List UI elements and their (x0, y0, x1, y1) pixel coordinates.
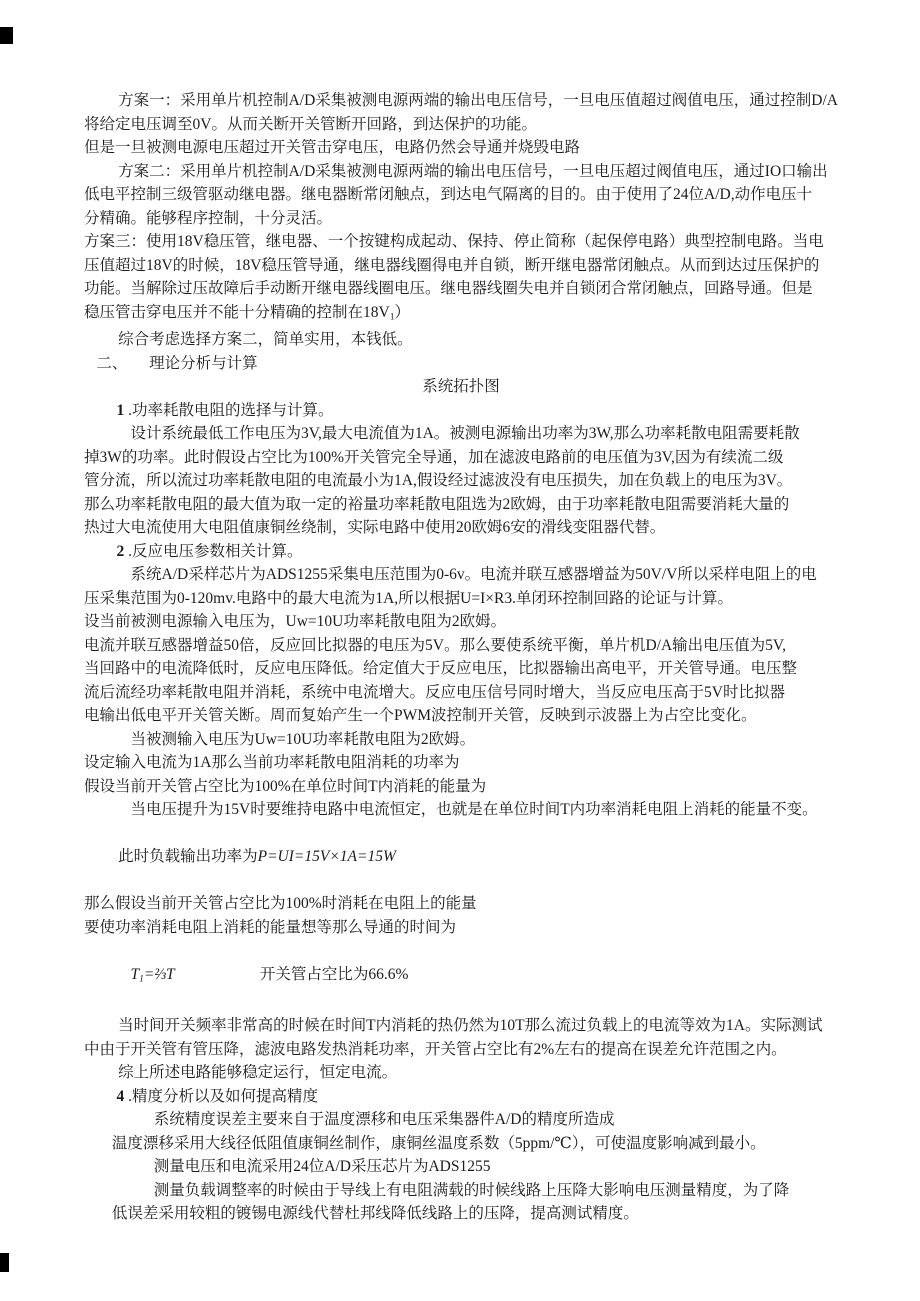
scan-corner-mark-bottom-left (0, 1253, 9, 1272)
text-line (84, 89, 838, 113)
text-line (84, 563, 838, 587)
text-run: .精度分析以及如何提高精度 (124, 1087, 319, 1105)
text-run: 测量电压和电流采用24位A/D采压芯片为ADS1255 (153, 1158, 491, 1176)
text-run: 热过大电流使用大电阻值康铜丝绕制，实际电路中使用20欧姆6安的滑线变阻器代替。 (84, 519, 666, 537)
text-run: 流后流经功率耗散电阻并消耗，系统中电流增大。反应电压信号同时增大，当反应电压高于5V时比拟器 (84, 683, 785, 701)
text-line (84, 277, 838, 301)
text-line (84, 446, 838, 470)
text-line (84, 728, 838, 752)
text-line (84, 775, 838, 799)
text-line (84, 254, 838, 278)
text-line (84, 399, 838, 423)
text-run: 压值超过18V的时候，18V稳压管导通，继电器线圈得电并自锁，断开继电器常闭触点。从而到达过压保护的 (84, 256, 820, 274)
text-run: 综合考虑选择方案二，简单实用，本钱低。 (118, 331, 413, 349)
text-line (84, 375, 838, 399)
text-line (84, 634, 838, 658)
text-run: 低电平控制三级管驱动继电器。继电器断常闭触点，到达电气隔离的目的。由于使用了24位A/D,动作电压十 (84, 186, 813, 203)
text-run: T (130, 965, 140, 983)
text-run: 1 (389, 310, 395, 322)
text-run: 系统拓扑图 (422, 378, 500, 396)
text-line (84, 1132, 838, 1156)
text-run: 但是一旦被测电源电压超过开关管击穿电压，电路仍然会导通并烧毁电路 (84, 139, 581, 156)
text-run: .反应电压参数相关计算。 (124, 542, 303, 560)
text-run: 温度漂移采用大线径低阻值康铜丝制作，康铜丝温度系数（5ppm/℃），可使温度影响减到最小。 (111, 1134, 766, 1152)
text-run: 1 (139, 973, 144, 985)
scan-corner-mark-top-left (0, 27, 13, 44)
text-run: 方案三：使用18V稳压管，继电器、一个按键构成起动、保持、停止简称（起保停电路）典型控制电路。当电 (84, 233, 824, 250)
text-run: 分精确。能够程序控制，十分灵活。 (84, 209, 333, 227)
text-line (84, 892, 838, 916)
text-line (84, 1085, 838, 1109)
document-lines (84, 89, 838, 1226)
text-line (84, 1108, 838, 1132)
text-run: 此时负载输出功率为 (118, 848, 258, 866)
text-line (84, 493, 838, 517)
text-run: 电流并联互感器增益50倍，反应回比拟器的电压为5V。那么要使系统平衡，单片机D/A输出电压值为5V, (84, 636, 786, 654)
text-line (84, 207, 838, 231)
text-run: =⅔T (143, 965, 175, 983)
text-run: 二、 (96, 354, 128, 372)
text-line (84, 587, 838, 611)
text-run: 那么假设当前开关管占空比为100%时消耗在电阻上的能量 (84, 895, 477, 913)
text-line (84, 301, 838, 329)
text-line (84, 540, 838, 564)
text-line (84, 352, 838, 376)
text-line (84, 328, 838, 352)
text-run: 压采集范围为0-120mv.电路中的最大电流为1A,所以根据U=I×R3.单闭环控制回路的论证与计算。 (84, 589, 733, 607)
text-run: 开关管占空比为66.6% (259, 965, 409, 983)
text-run: 方案一：采用单片机控制A/D采集被测电源两端的输出电压信号，一旦电压值超过阀值电压，通过控制D/A (118, 92, 838, 109)
text-run: 电输出低电平开关管关断。周而复始产生一个PWM波控制开关管，反映到示波器上为占空比变化。 (84, 707, 757, 725)
text-run: 4 (116, 1087, 125, 1105)
text-line (84, 681, 838, 705)
text-line (84, 183, 838, 207)
text-line (84, 751, 838, 775)
text-line (84, 1061, 838, 1085)
text-run: 假设当前开关管占空比为100%在单位时间T内消耗的能量为 (84, 777, 487, 795)
text-run: 那么功率耗散电阻的最大值为取一定的裕量功率耗散电阻选为2欧姆，由于功率耗散电阻需要消耗大量的 (84, 495, 790, 513)
text-line (84, 657, 838, 681)
text-run: 当回路中的电流降低时，反应电压降低。给定值大于反应电压，比拟器输出高电平，开关管导通。电压整 (84, 660, 798, 678)
text-run: 管分流，所以流过功率耗散电阻的电流最小为1A,假设经过滤波没有电压损失，加在负载上的电压为3V。 (84, 472, 793, 490)
text-run: 设定输入电流为1A那么当前功率耗散电阻消耗的功率为 (84, 754, 460, 772)
text-run: 设计系统最低工作电压为3V,最大电流值为1A。被测电源输出功率为3W,那么功率耗散电阻需要耗散 (130, 425, 800, 443)
text-line (84, 1155, 838, 1179)
document-page (84, 89, 838, 1226)
text-run: 理论分析与计算 (149, 354, 258, 372)
text-line (84, 230, 838, 254)
text-run: .功率耗散电阻的选择与计算。 (124, 401, 334, 419)
text-line (84, 1202, 838, 1226)
text-run: 系统A/D采样芯片为ADS1255采集电压范围为0-6v。电流并联互感器增益为50V/V所以采样电阻上的电 (130, 566, 817, 584)
text-run: 设当前被测电源输入电压为，Uw=10U功率耗散电阻为2欧姆。 (84, 613, 507, 631)
text-line (84, 1038, 838, 1062)
text-run: 功能。当解除过压故障后手动断开继电器线圈电压。继电器线圈失电并自锁闭合常闭触点，回路导通。但是 (84, 280, 813, 297)
text-run: 1 (116, 401, 125, 419)
text-line (84, 916, 838, 940)
text-line (84, 469, 838, 493)
text-line (84, 160, 838, 184)
text-run: ） (394, 303, 411, 321)
text-run: 方案二：采用单片机控制A/D采集被测电源两端的输出电压信号，一旦电压超过阀值电压，通过IO口输出 (118, 162, 828, 180)
text-run: P=UI=15V×1A=15W (257, 848, 396, 866)
text-run: 当被测输入电压为Uw=10U功率耗散电阻为2欧姆。 (130, 730, 476, 748)
text-run: 系统精度误差主要来自于温度漂移和电压采集器件A/D的精度所造成 (153, 1111, 615, 1129)
text-run: 综上所述电路能够稳定运行，恒定电流。 (118, 1064, 398, 1082)
text-run: 2 (116, 542, 125, 560)
text-run: 中由于开关管有管压降，滤波电路发热消耗功率，开关管占空比有2%左右的提高在误差允许范围之内。 (84, 1040, 787, 1058)
text-run: 将给定电压调至0V。从而关断开关管断开回路，到达保护的功能。 (84, 115, 537, 133)
text-run: 当电压提升为15V时要维持电路中电流恒定，也就是在单位时间T内功率消耗电阻上消耗的能量不变。 (130, 801, 818, 819)
text-run: 稳压管击穿电压并不能十分精确的控制在18V (84, 303, 390, 321)
text-run: 要使功率消耗电阻上消耗的能量想等那么导通的时间为 (84, 918, 457, 936)
text-run: 测量负载调整率的时候由于导线上有电阻满载的时候线路上压降大影响电压测量精度，为了降 (153, 1181, 790, 1199)
text-run: 当时间开关频率非常高的时候在时间T内消耗的热仍然为10T那么流过负载上的电流等效为1A。实际测试 (118, 1017, 823, 1035)
text-line (84, 113, 838, 137)
text-line (84, 845, 838, 869)
text-run: 低误差采用较粗的镀锡电源线代替杜邦线降低线路上的压降，提高测试精度。 (111, 1205, 639, 1223)
text-line (84, 798, 838, 822)
text-line (84, 963, 838, 991)
text-line (84, 516, 838, 540)
text-line (84, 422, 838, 446)
text-line (84, 704, 838, 728)
text-run: 掉3W的功率。此时假设占空比为100%开关管完全导通，加在滤波电路前的电压值为3V,因为有续流二级 (84, 448, 784, 466)
text-line (84, 1179, 838, 1203)
text-line (84, 1014, 838, 1038)
text-line (84, 610, 838, 634)
text-line (84, 136, 838, 160)
